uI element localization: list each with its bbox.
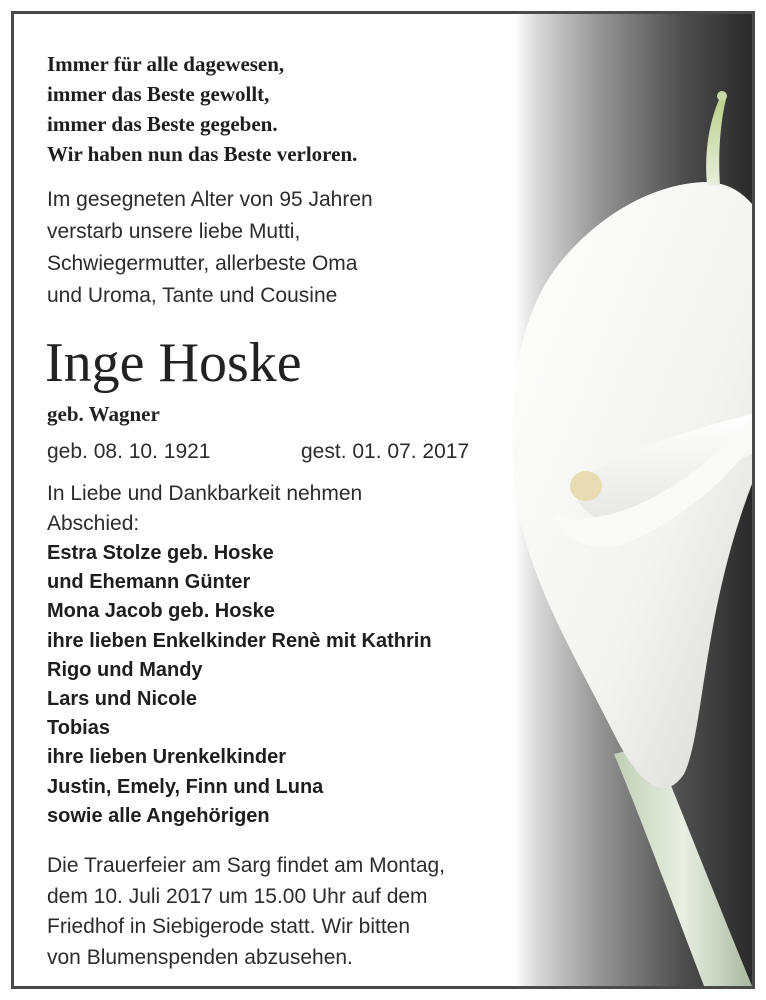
mourner-line: ihre lieben Enkelkinder Renè mit Kathrin: [47, 629, 432, 652]
intro-line: Im gesegneten Alter von 95 Jahren: [47, 188, 373, 211]
intro-text: [47, 184, 373, 312]
life-dates: [47, 436, 470, 468]
mourner-line: ihre lieben Urenkelkinder: [47, 746, 286, 769]
farewell-line: In Liebe und Dankbarkeit nehmen: [47, 482, 363, 505]
mourner-line: Lars und Nicole: [47, 688, 198, 711]
birth-name: geb. Wagner: [47, 402, 160, 426]
farewell-line: Abschied:: [47, 512, 140, 535]
mourner-line: Mona Jacob geb. Hoske: [47, 600, 275, 623]
funeral-line: dem 10. Juli 2017 um 15.00 Uhr auf dem: [47, 884, 428, 908]
funeral-line: Friedhof in Siebigerode statt. Wir bitten: [47, 915, 411, 938]
intro-line: und Uroma, Tante und Cousine: [47, 284, 338, 307]
mourner-line: Estra Stolze geb. Hoske: [47, 542, 274, 564]
mourner-line: sowie alle Angehörigen: [47, 804, 270, 827]
motto-line: immer das Beste gegeben.: [47, 112, 278, 136]
mourners-list: [47, 539, 432, 831]
deceased-name: Inge Hoske: [45, 332, 302, 394]
motto-line: immer das Beste gewollt,: [47, 82, 270, 106]
mourner-line: und Ehemann Günter: [47, 571, 251, 594]
motto-verse: [47, 49, 357, 169]
birth-date: geb. 08. 10. 1921: [47, 440, 211, 463]
farewell-text: [47, 479, 362, 539]
motto-line: Immer für alle dagewesen,: [47, 52, 285, 76]
obituary-notice: [11, 11, 755, 989]
funeral-line: von Blumenspenden abzusehen.: [47, 945, 353, 969]
intro-line: Schwiegermutter, allerbeste Oma: [47, 252, 358, 275]
funeral-line: Die Trauerfeier am Sarg findet am Montag,: [47, 854, 446, 877]
funeral-info: [47, 851, 445, 973]
mourner-line: Justin, Emely, Finn und Luna: [47, 775, 324, 798]
intro-line: verstarb unsere liebe Mutti,: [47, 220, 301, 243]
death-date: gest. 01. 07. 2017: [301, 440, 470, 463]
motto-line: Wir haben nun das Beste verloren.: [47, 142, 358, 166]
mourner-line: Tobias: [47, 717, 110, 740]
mourner-line: Rigo und Mandy: [47, 658, 203, 681]
